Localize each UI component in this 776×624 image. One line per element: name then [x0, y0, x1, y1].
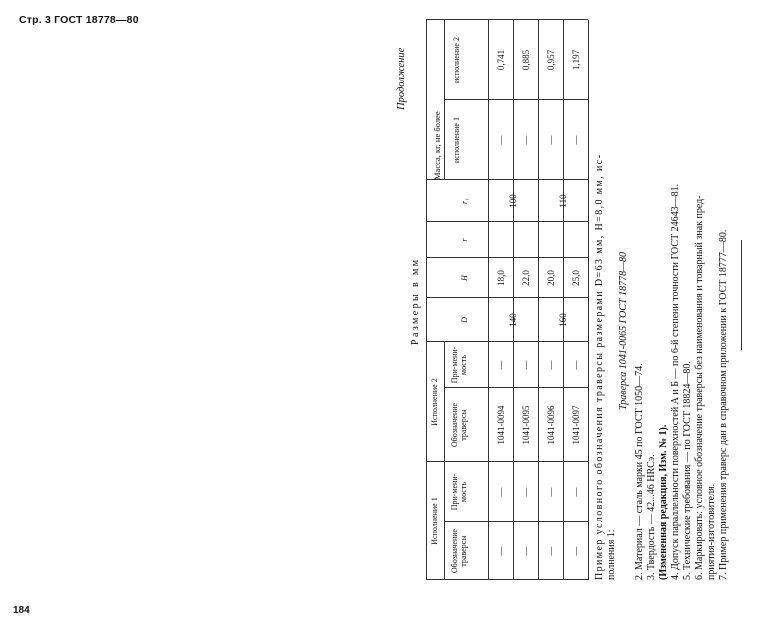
item-2: 2. Материал — сталь марки 45 по ГОСТ 1050—74. — [634, 363, 645, 580]
continuation-label: Продолжение — [396, 47, 407, 110]
example-line-1: Пример условного обозначения траверсы размерами D=63 мм, H=8,0 мм, ис- — [594, 153, 605, 580]
cell-H: 25,0 — [571, 270, 581, 286]
cell-mass-1: — — [496, 135, 506, 145]
item-6a: 6. Маркировать: условное обозначение траверсы без наименования и товарный знак пред- — [694, 195, 705, 580]
col-rule-0 — [426, 579, 588, 580]
example-caption: Траверса 1041-0065 ГОСТ 18778—80 — [618, 251, 629, 410]
cell-mass-2: 0,957 — [546, 49, 556, 71]
rule-group-mass — [444, 20, 445, 180]
cell-applicability-1: — — [496, 487, 506, 497]
cell-designation-1: — — [521, 546, 531, 556]
cell-mass-2: 1,197 — [571, 49, 581, 71]
col-H: H — [460, 275, 469, 281]
rule-bottom — [588, 20, 589, 580]
page-number: 184 — [13, 605, 30, 616]
cell-H: 20,0 — [546, 270, 556, 286]
cell-designation-2: 1041-0094 — [496, 405, 506, 445]
cell-D-bottom: 160 — [558, 313, 568, 327]
cell-designation-2: 1041-0096 — [546, 405, 556, 445]
col-r1: r₁ — [460, 198, 469, 204]
cell-mass-1: — — [546, 135, 556, 145]
col-rule-9 — [444, 99, 588, 100]
cell-applicability-1: — — [521, 487, 531, 497]
cell-mass-2: 0,741 — [496, 49, 506, 71]
item-6b: приятия-изготовителя. — [706, 483, 717, 580]
group-mass: Масса, кг, не более — [432, 111, 442, 180]
cell-designation-1: — — [571, 546, 581, 556]
col-mass-1: исполнение 1 — [452, 117, 461, 163]
group-ispolnenie-1: Исполнение 1 — [430, 497, 439, 545]
item-5: 5. Технические требования — по ГОСТ 18824—80. — [682, 361, 693, 580]
group-sizes: Размеры в мм — [410, 257, 421, 345]
cell-H: 22,0 — [521, 270, 531, 286]
group-ispolnenie-2: Исполнение 2 — [430, 378, 439, 426]
rule-group-2 — [444, 342, 445, 462]
col-applicability-1: При-мени-мость — [450, 473, 468, 511]
rule-head — [488, 20, 489, 580]
col-rule-6 — [426, 257, 588, 258]
rotated-page-body — [396, 20, 776, 580]
col-rule-1 — [444, 521, 588, 522]
cell-H: 18,0 — [496, 270, 506, 286]
col-D: D — [460, 317, 469, 323]
cell-designation-2: 1041-0095 — [521, 405, 531, 445]
cell-mass-2: 0,885 — [521, 49, 531, 71]
col-designation-1: Обозначение траверсы — [450, 528, 468, 574]
rule-top — [426, 20, 427, 580]
cell-applicability-2: — — [521, 360, 531, 370]
cell-mass-1: — — [571, 135, 581, 145]
col-rule-10 — [426, 19, 588, 20]
cell-applicability-2: — — [571, 360, 581, 370]
cell-r1-bottom: 110 — [558, 194, 568, 208]
cell-applicability-2: — — [496, 360, 506, 370]
example-line-2: полнения 1: — [606, 529, 617, 580]
cell-applicability-2: — — [546, 360, 556, 370]
rule-row2 — [538, 20, 539, 580]
cell-D-top: 140 — [508, 313, 518, 327]
col-rule-3 — [444, 387, 588, 388]
col-designation-2: Обозначение траверсы — [450, 402, 468, 448]
col-rule-2 — [426, 461, 588, 462]
cell-designation-1: — — [496, 546, 506, 556]
item-4: 4. Допуск параллельности поверхностей А и Б — по 6-й степени точности ГОСТ 24643—81. — [670, 183, 681, 580]
edited-note: (Измененная редакция, Изм. № 1). — [658, 424, 669, 580]
cell-applicability-1: — — [546, 487, 556, 497]
item-7: 7. Пример применения траверс дан в справочном приложении к ГОСТ 18777—80. — [718, 229, 729, 580]
cell-designation-2: 1041-0097 — [571, 405, 581, 445]
item-3: 3. Твердость — 42...46 HRCэ. — [646, 454, 657, 580]
cell-r1-top: 100 — [508, 194, 518, 208]
col-applicability-2: При-мени-мость — [450, 346, 468, 384]
footer-rule — [741, 240, 742, 350]
cell-applicability-1: — — [571, 487, 581, 497]
col-r: r — [460, 238, 469, 242]
page-header: Стр. 3 ГОСТ 18778—80 — [19, 14, 139, 26]
cell-designation-1: — — [546, 546, 556, 556]
col-mass-2: исполнение 2 — [452, 37, 461, 83]
cell-mass-1: — — [521, 135, 531, 145]
